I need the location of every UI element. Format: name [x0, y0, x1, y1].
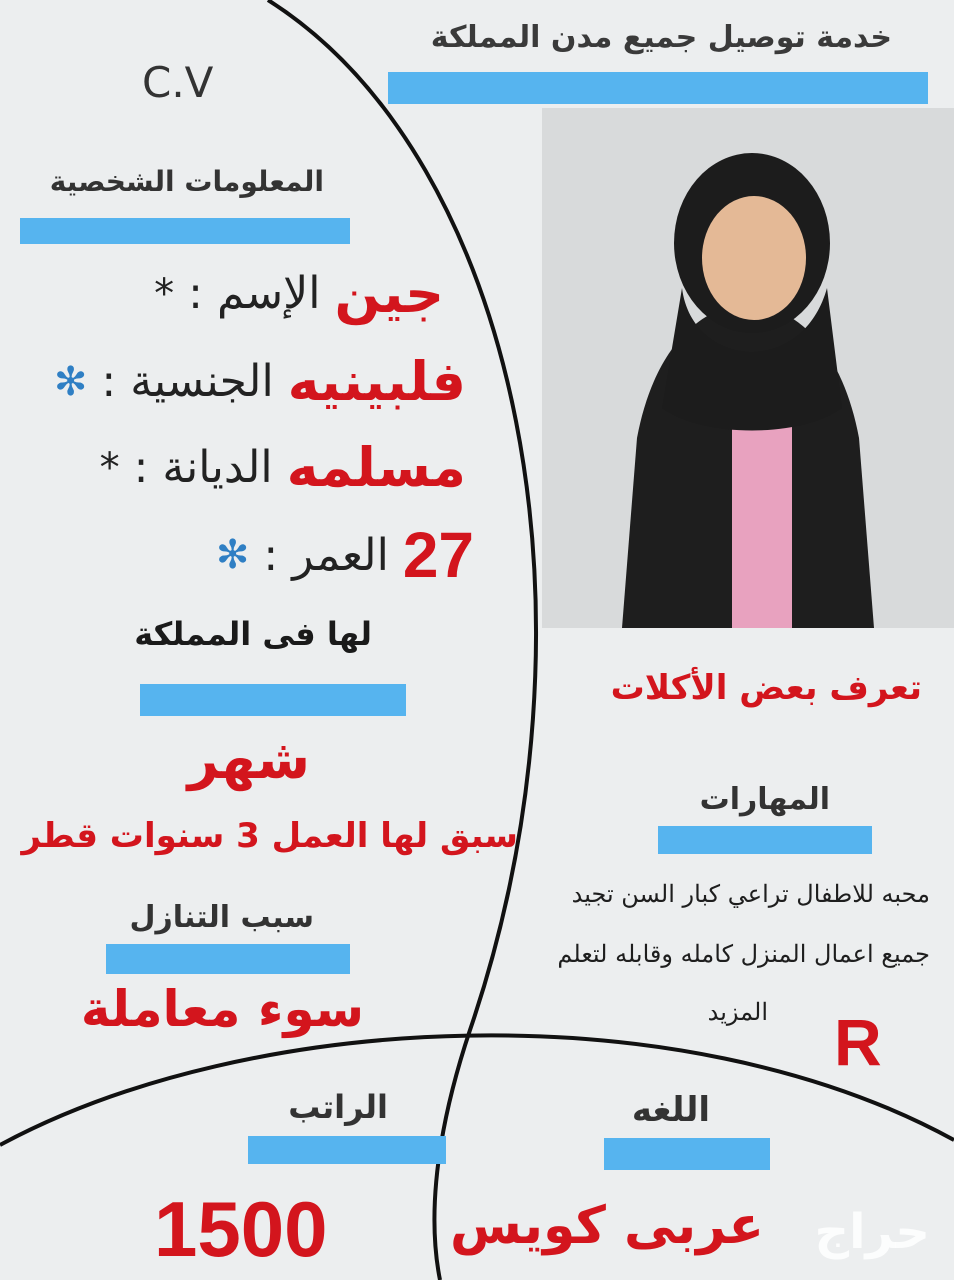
header-accent-bar — [388, 72, 928, 104]
experience-text: سبق لها العمل 3 سنوات قطر — [21, 816, 518, 856]
field-row-nationality — [54, 350, 466, 413]
person-figure-icon — [542, 108, 954, 628]
salary-value: 1500 — [154, 1185, 328, 1273]
skills-line-1: محبه للاطفال تراعي كبار السن تجيد — [571, 880, 930, 908]
age-value: 27 — [402, 519, 474, 591]
language-heading: اللغه — [631, 1090, 710, 1130]
field-row-age — [216, 518, 474, 592]
service-text: خدمة توصيل جميع مدن المملكة — [430, 20, 892, 55]
skills-line-2: جميع اعمال المنزل كامله وقابله لتعلم — [557, 940, 930, 968]
bullet-icon: ✻ — [215, 532, 250, 578]
cv-label: C.V — [142, 58, 214, 107]
skills-badge: R — [834, 1005, 882, 1079]
skills-heading: المهارات — [699, 782, 830, 817]
name-label: الإسم : — [188, 268, 321, 319]
language-value: عربى كويس — [450, 1196, 764, 1256]
nationality-value: فلبينيه — [287, 350, 466, 413]
salary-heading: الراتب — [288, 1088, 388, 1126]
name-value: جين — [334, 262, 444, 325]
transfer-reason-bar — [106, 944, 350, 974]
skills-line-3: المزيد — [707, 998, 768, 1026]
watermark-logo: حراج — [814, 1204, 930, 1260]
cooking-text: تعرف بعض الأكلات — [610, 668, 922, 708]
field-row-religion — [100, 436, 466, 499]
nationality-label: الجنسية : — [101, 356, 274, 407]
skills-bar — [658, 826, 872, 854]
religion-label: الديانة : — [133, 442, 273, 493]
bullet-icon: * — [99, 444, 120, 491]
candidate-photo — [542, 108, 954, 628]
bullet-icon: ✻ — [53, 358, 88, 405]
salary-bar — [248, 1136, 446, 1164]
language-bar — [604, 1138, 770, 1170]
religion-value: مسلمه — [286, 436, 466, 499]
in-kingdom-label: لها فى المملكة — [134, 615, 372, 653]
bullet-icon: * — [154, 270, 175, 317]
field-row-name — [154, 262, 444, 325]
in-kingdom-value: شهر — [187, 728, 310, 791]
personal-info-heading: المعلومات الشخصية — [49, 165, 324, 198]
transfer-reason-value: سوء معاملة — [80, 980, 364, 1038]
personal-info-bar — [20, 218, 350, 244]
transfer-reason-heading: سبب التنازل — [129, 900, 314, 935]
age-label: العمر : — [263, 529, 389, 581]
in-kingdom-bar — [140, 684, 406, 716]
